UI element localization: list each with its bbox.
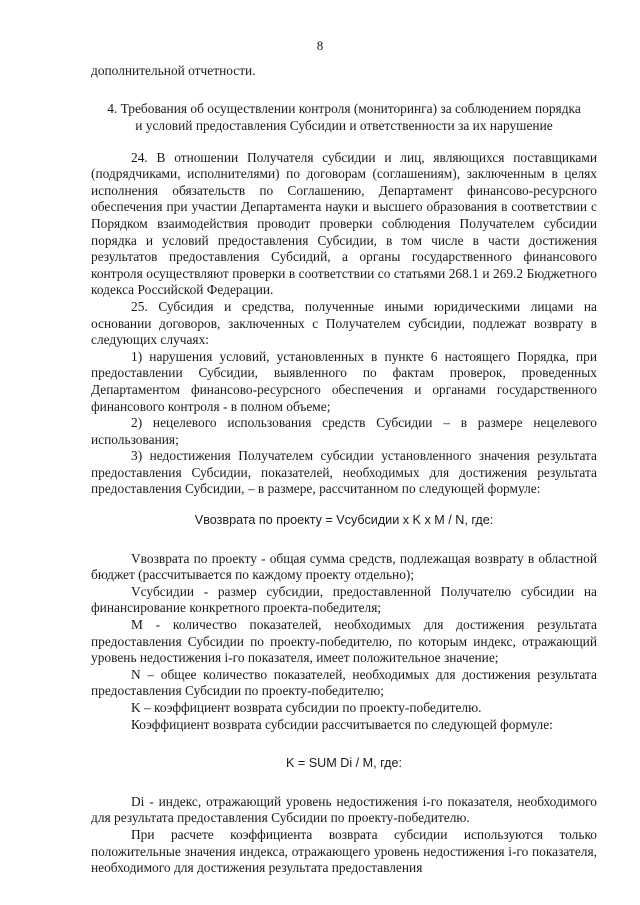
paragraph-24: 24. В отношении Получателя субсидии и лиц, являющихся поставщиками (подрядчиками, исполнителями) по договорам (соглашениям), заключенным в целях исполнения обязательств по Соглашению, Департамент финансово-ресурсного обеспечения при участии Департамента науки и высшего образования в соответствии с Порядком взаимодействия проводит проверки соблюдения Получателем субсидии порядка и условий предоставления Субсидии, в том числе в части достижения результатов предоставления Субсидий, а органы государственного финансового контроля осуществляют проверки в соответствии со статьями 268.1 и 269.2 Бюджетного кодекса Российской Федерации. [91,149,597,298]
paragraph-25: 25. Субсидия и средства, полученные иными юридическими лицами на основании договоров, заключенных с Получателем субсидии, подлежат возврату в следующих случаях: [91,298,597,348]
list-item-1: 1) нарушения условий, установленных в пункте 6 настоящего Порядка, при предоставлении Субсидии, выявленного по фактам проверок, проведенных Департаментом финансово-ресурсного обеспечения и органами государственного финансового контроля - в полном объеме; [91,348,597,414]
definition-v-return: Vвозврата по проекту - общая сумма средств, подлежащая возврату в областной бюджет (рассчитывается по каждому проекту отдельно); [91,550,597,583]
formula-coefficient: K = SUM Di / M, где: [286,756,402,771]
lead-line: дополнительной отчетности. [91,63,256,78]
paragraph-last: При расчете коэффициента возврата субсидии используются только положительные значения индекса, отражающего уровень недостижения i-го показателя, необходимого для достижения результата предоставления [91,826,597,876]
section-title [91,100,597,134]
definition-m: M - количество показателей, необходимых для достижения результата предоставления Субсидии по проекту-победителю, по которым индекс, отражающий уровень недостижения i-го показателя, имеет положительное значение; [91,617,597,666]
section-title-line-2: и условий предоставления Субсидии и ответственности за их нарушение [135,117,553,133]
page-content [91,63,597,877]
definition-di: Di - индекс, отражающий уровень недостижения i-го показателя, необходимого для результата предоставления Субсидии по проекту-победителю. [91,793,597,826]
definition-k: K – коэффициент возврата субсидии по проекту-победителю. [131,700,482,715]
formula-return-amount: Vвозврата по проекту = Vсубсидии x K x M / N, где: [194,513,494,528]
definition-k-intro: Коэффициент возврата субсидии рассчитывается по следующей формуле: [131,716,553,732]
definition-v-subsidy: Vсубсидии - размер субсидии, предоставленной Получателю субсидии на финансирование конкретного проекта-победителя; [91,583,597,616]
definition-n: N – общее количество показателей, необходимых для достижения результата предоставления Субсидии по проекту-победителю; [91,666,597,699]
list-item-2: 2) нецелевого использования средств Субсидии – в размере нецелевого использования; [91,415,597,447]
list-item-3: 3) недостижения Получателем субсидии установленного значения результата предоставления Субсидии, показателей, необходимых для достижения результата предоставления Субсидии, – в размере, рассчитанном по следующей формуле: [91,448,597,497]
section-title-line-1: 4. Требования об осуществлении контроля (мониторинга) за соблюдением порядка [107,100,581,116]
page-number: 8 [316,38,324,53]
